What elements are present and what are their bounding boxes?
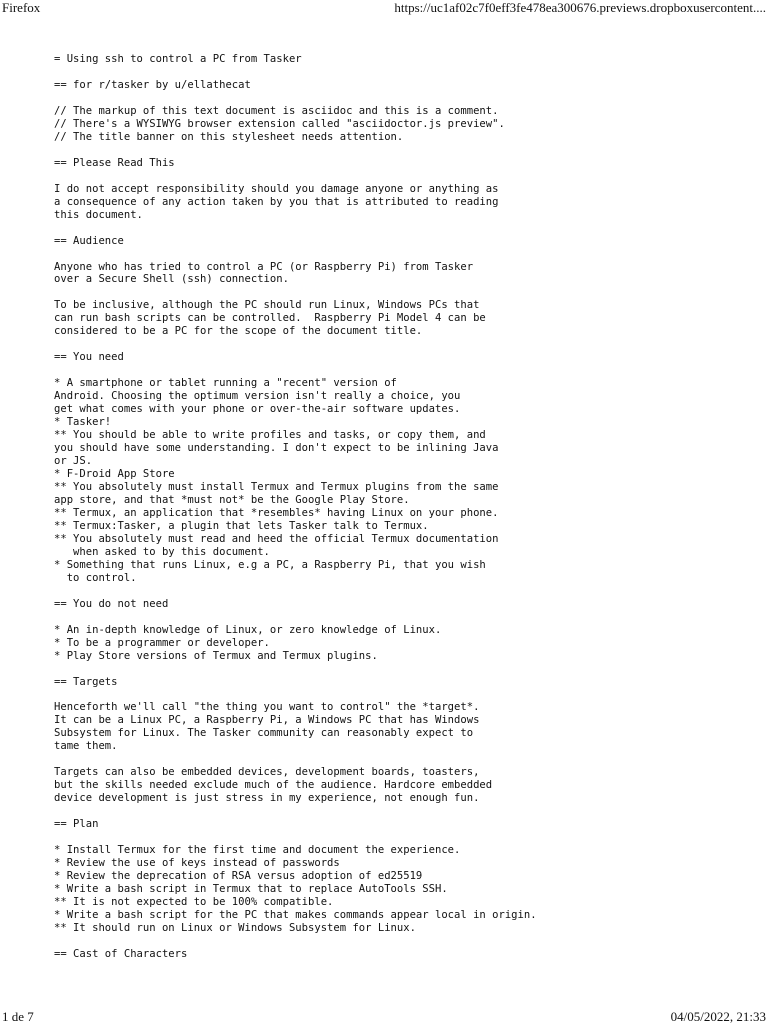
page-number: 1 de 7	[2, 1009, 34, 1024]
blank-line	[54, 805, 754, 818]
blank-line	[54, 144, 754, 157]
text-line: when asked to by this document.	[54, 545, 270, 558]
section-heading: == Audience	[54, 234, 124, 247]
print-datetime: 04/05/2022, 21:33	[670, 1009, 766, 1024]
text-line: you should have some understanding. I don't expect to be inlining Java	[54, 442, 499, 455]
comment-line: // The markup of this text document is asciidoc and this is a comment.	[54, 104, 499, 117]
blank-line	[54, 66, 754, 79]
text-line: Subsystem for Linux. The Tasker community can reasonably expect to	[54, 727, 474, 740]
text-line: device development is just stress in my experience, not enough fun.	[54, 792, 480, 805]
list-item: * To be a programmer or developer.	[54, 636, 270, 649]
text-line: a consequence of any action taken by you that is attributed to reading	[54, 195, 499, 208]
section-heading: == You need	[54, 351, 124, 364]
document-title: = Using ssh to control a PC from Tasker	[54, 53, 302, 65]
list-item: * Review the deprecation of RSA versus adoption of ed25519	[54, 870, 423, 883]
blank-line	[54, 935, 754, 948]
text-line: considered to be a PC for the scope of the document title.	[54, 325, 423, 338]
text-line: get what comes with your phone or over-the-air software updates.	[54, 403, 461, 416]
section-heading: == You do not need	[54, 597, 169, 610]
list-item: * A smartphone or tablet running a "recent" version of	[54, 377, 397, 390]
text-line: can run bash scripts can be controlled. Raspberry Pi Model 4 can be	[54, 312, 486, 325]
blank-line	[54, 222, 754, 235]
list-item: ** You absolutely must install Termux and Termux plugins from the same	[54, 480, 499, 493]
list-item: ** Termux, an application that *resembles* having Linux on your phone.	[54, 506, 499, 519]
list-item: * F-Droid App Store	[54, 468, 175, 480]
text-line: It can be a Linux PC, a Raspberry Pi, a Windows PC that has Windows	[54, 714, 480, 727]
text-line: this document.	[54, 208, 143, 221]
list-item: ** Termux:Tasker, a plugin that lets Tasker talk to Termux.	[54, 519, 429, 532]
blank-line	[54, 170, 754, 183]
text-line: app store, and that *must not* be the Google Play Store.	[54, 493, 410, 506]
list-item: ** You absolutely must read and heed the official Termux documentation	[54, 532, 499, 545]
browser-name: Firefox	[2, 0, 41, 15]
text-line: but the skills needed exclude much of the audience. Hardcore embedded	[54, 779, 493, 792]
list-item: * Tasker!	[54, 416, 112, 429]
list-item: * An in-depth knowledge of Linux, or zero knowledge of Linux.	[54, 623, 442, 636]
document-text	[54, 53, 754, 961]
list-item: ** It should run on Linux or Windows Subsystem for Linux.	[54, 921, 416, 934]
blank-line	[54, 248, 754, 261]
text-line: to control.	[54, 571, 137, 584]
text-line: tame them.	[54, 740, 118, 753]
page-url: https://uc1af02c7f0eff3fe478ea300676.previews.dropboxusercontent....	[394, 0, 766, 15]
section-heading: == for r/tasker by u/ellathecat	[54, 78, 251, 91]
list-item: * Review the use of keys instead of passwords	[54, 857, 340, 870]
blank-line	[54, 663, 754, 676]
list-item: * Something that runs Linux, e.g a PC, a Raspberry Pi, that you wish	[54, 558, 486, 571]
blank-line	[54, 286, 754, 299]
blank-line	[54, 92, 754, 105]
text-line: Targets can also be embedded devices, development boards, toasters,	[54, 766, 480, 779]
blank-line	[54, 611, 754, 624]
list-item: * Play Store versions of Termux and Termux plugins.	[54, 649, 378, 662]
list-item: ** You should be able to write profiles and tasks, or copy them, and	[54, 429, 486, 442]
section-heading: == Plan	[54, 818, 99, 831]
text-line: or JS.	[54, 455, 93, 468]
list-item: ** It is not expected to be 100% compatible.	[54, 895, 334, 908]
section-heading: == Cast of Characters	[54, 947, 188, 960]
text-line: I do not accept responsibility should you damage anyone or anything as	[54, 182, 499, 195]
comment-line: // There's a WYSIWYG browser extension called "asciidoctor.js preview".	[54, 117, 505, 130]
text-line: Anyone who has tried to control a PC (or Raspberry Pi) from Tasker	[54, 260, 474, 273]
list-item: * Write a bash script in Termux that to replace AutoTools SSH.	[54, 883, 448, 895]
section-heading: == Please Read This	[54, 156, 175, 169]
blank-line	[54, 364, 754, 377]
blank-line	[54, 688, 754, 701]
text-line: Android. Choosing the optimum version isn't really a choice, you	[54, 390, 461, 403]
blank-line	[54, 585, 754, 598]
text-line: To be inclusive, although the PC should run Linux, Windows PCs that	[54, 299, 480, 312]
text-line: over a Secure Shell (ssh) connection.	[54, 273, 289, 286]
list-item: * Write a bash script for the PC that makes commands appear local in origin.	[54, 908, 537, 921]
comment-line: // The title banner on this stylesheet needs attention.	[54, 130, 404, 143]
blank-line	[54, 831, 754, 844]
blank-line	[54, 338, 754, 351]
section-heading: == Targets	[54, 675, 118, 688]
text-line: Henceforth we'll call "the thing you want to control" the *target*.	[54, 701, 480, 714]
blank-line	[54, 753, 754, 766]
list-item: * Install Termux for the first time and document the experience.	[54, 844, 461, 857]
